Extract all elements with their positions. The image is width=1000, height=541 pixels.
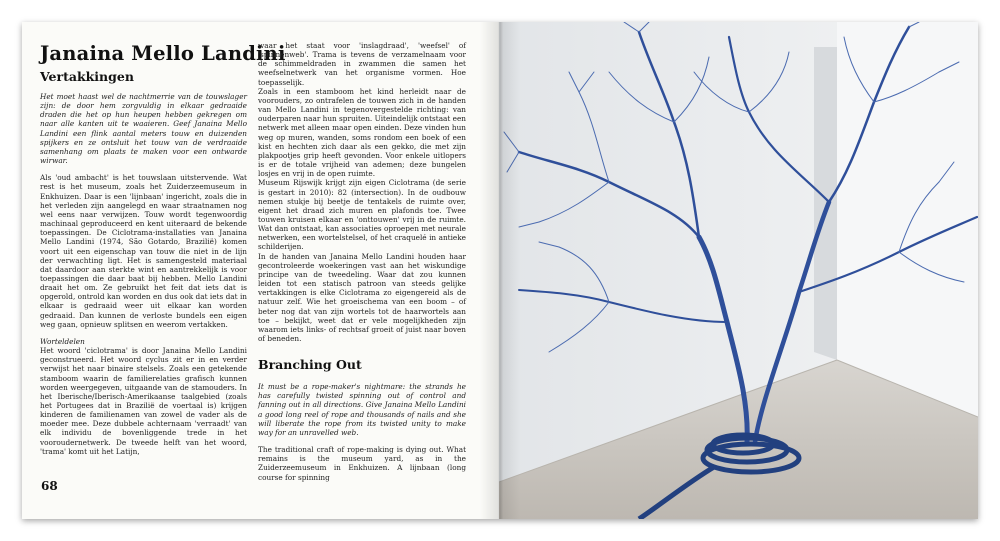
installation-photo <box>499 22 978 519</box>
article-title: Janaina Mello Landini <box>40 42 286 65</box>
text-column-1 <box>40 92 247 456</box>
page-number: 68 <box>41 479 58 493</box>
english-heading: Branching Out <box>258 357 362 373</box>
body-paragraph: Museum Rijswijk krijgt zijn eigen Ciclotrama (de serie is gestart in 2010): 82 (intersection). In de oudbouw nemen stukje bij beetje de tentakels de ruimte over, eigent het draad zich muren en plafonds toe. Twee touwen kruisen elkaar en 'onttouwen' vrij in de ruimte. Wat dan ontstaat, kan associaties oproepen met neurale netwerken, een wortelstelsel, of het craquelé in antieke schilderijen. <box>258 178 466 252</box>
body-paragraph: waar het staat voor 'inslagdraad', 'weefsel' of 'spinnenweb'. Trama is tevens de verzamelnaam voor de schimmeldraden in zwammen die samen het weefselnetwerk van het organisme vormen. Hoe toepasselijk. <box>258 41 466 87</box>
body-paragraph: Zoals in een stamboom het kind herleidt naar de voorouders, zo ontrafelen de touwen zich in de handen van Mello Landini in tegenovergestelde richting: van ouderparen naar hun spruiten. Uiteindelijk ontstaat een netwerk met alleen maar open einden. Deze vinden hun weg op muren, wanden, soms rondom een boek of een kist en hechten zich daar als een gekko, die met zijn plakpootjes grip heeft gevonden. Voor enkele uitlopers is er de totale vrijheid van ademen; deze bungelen losjes en vrij in de open ruimte. <box>258 86 466 179</box>
right-page <box>499 22 978 519</box>
article-subtitle: Vertakkingen <box>40 69 134 84</box>
book-spread <box>22 22 978 519</box>
intro-paragraph: Het moet haast wel de nachtmerrie van de touwslager zijn: de door hem zorgvuldig in elkaar gedraaide draden die het op hun heupen hebben gekregen om naar alle kanten uit te waaieren. Geef Janaina Mello Landini een flink aantal meters touw en duizenden spijkers en ze ontsluit het touw van de verdraaide samenhang om plaats te maken voor een ontwarde wirwar. <box>40 92 247 166</box>
doorway-shadow <box>814 47 837 360</box>
section-subhead: Worteldelen <box>40 336 85 346</box>
body-paragraph: In de handen van Janaina Mello Landini houden haar gecontroleerde woekeringen vast aan het wiskundige principe van de tweedeling. Waar dat zou kunnen leiden tot een statisch patroon van steeds gelijke vertakkingen is elke Ciclotrama zo eigengereid als de natuur zelf. Wie het groeischema van een boom – of beter nog dat van zijn wortels tot de haarwortels aan toe – bekijkt, weet dat er vele mogelijkheden zijn waarom iets links- of rechtsaf groeit of juist naar boven of beneden. <box>258 251 466 343</box>
english-intro: It must be a rope-maker's nightmare: the strands he has carefully twisted spinning out of control and fanning out in all directions. Give Janaina Mello Landini a good long reel of rope and thousands of nails and she will liberate the rope from its twisted unity to make way for an unravelled web. <box>258 382 466 437</box>
body-paragraph: Het woord 'ciclotrama' is door Janaina Mello Landini geconstrueerd. Het woord cyclus zit er in en verder verwijst het naar binaire stelsels. Zoals een getekende stamboom waarin de familierelaties grafisch kunnen worden weergegeven, uitgaande van de stamouders. In het Iberische/Iberisch-Amerikaanse taalgebied (zoals het Portugees dat in Brazilië de voertaal is) krijgen kinderen de familienamen van zowel de vader als de moeder mee. Deze dubbele achternaam 'verraadt' van elk individu de bovenliggende trede in het vooroudernetwerk. De tweede helft van het woord, 'trama' komt uit het Latijn, <box>40 346 247 456</box>
english-body: The traditional craft of rope-making is dying out. What remains is the museum yard, as in the Zuiderzeemuseum in Enkhuizen. A lijnbaan (long course for spinning <box>258 445 466 482</box>
text-column-2 <box>258 41 466 482</box>
body-paragraph: Als 'oud ambacht' is het touwslaan uitstervende. Wat rest is het museum, zoals het Zuiderzeemuseum in Enkhuizen. Daar is een 'lijnbaan' ingericht, zoals die in het verleden zijn aangelegd en waar straatnamen nog wel eens naar verwijzen. Touw wordt tegenwoordig machinaal geproduceerd en kent uiteraard de bekende toepassingen. De Ciclotrama-installaties van Janaina Mello Landini (1974, São Gotardo, Brazilië) komen voort uit een eigenschap van touw die niet in de lijn der verwachting ligt. Het is samengesteld materiaal dat daardoor aan sterkte wint en aantrekkelijk is voor toepassingen die daar baat bij hebben. Mello Landini draait het om. Ze gebruikt het feit dat iets dat is opgerold, ontrold kan worden en dus ook dat iets dat in elkaar is gedraaid weer uit elkaar kan worden gedraaid. Dan kunnen de verloste bundels een eigen weg gaan, opnieuw splitsen en weerom vertakken. <box>40 173 247 329</box>
side-wall <box>837 22 978 417</box>
left-page <box>22 22 499 519</box>
